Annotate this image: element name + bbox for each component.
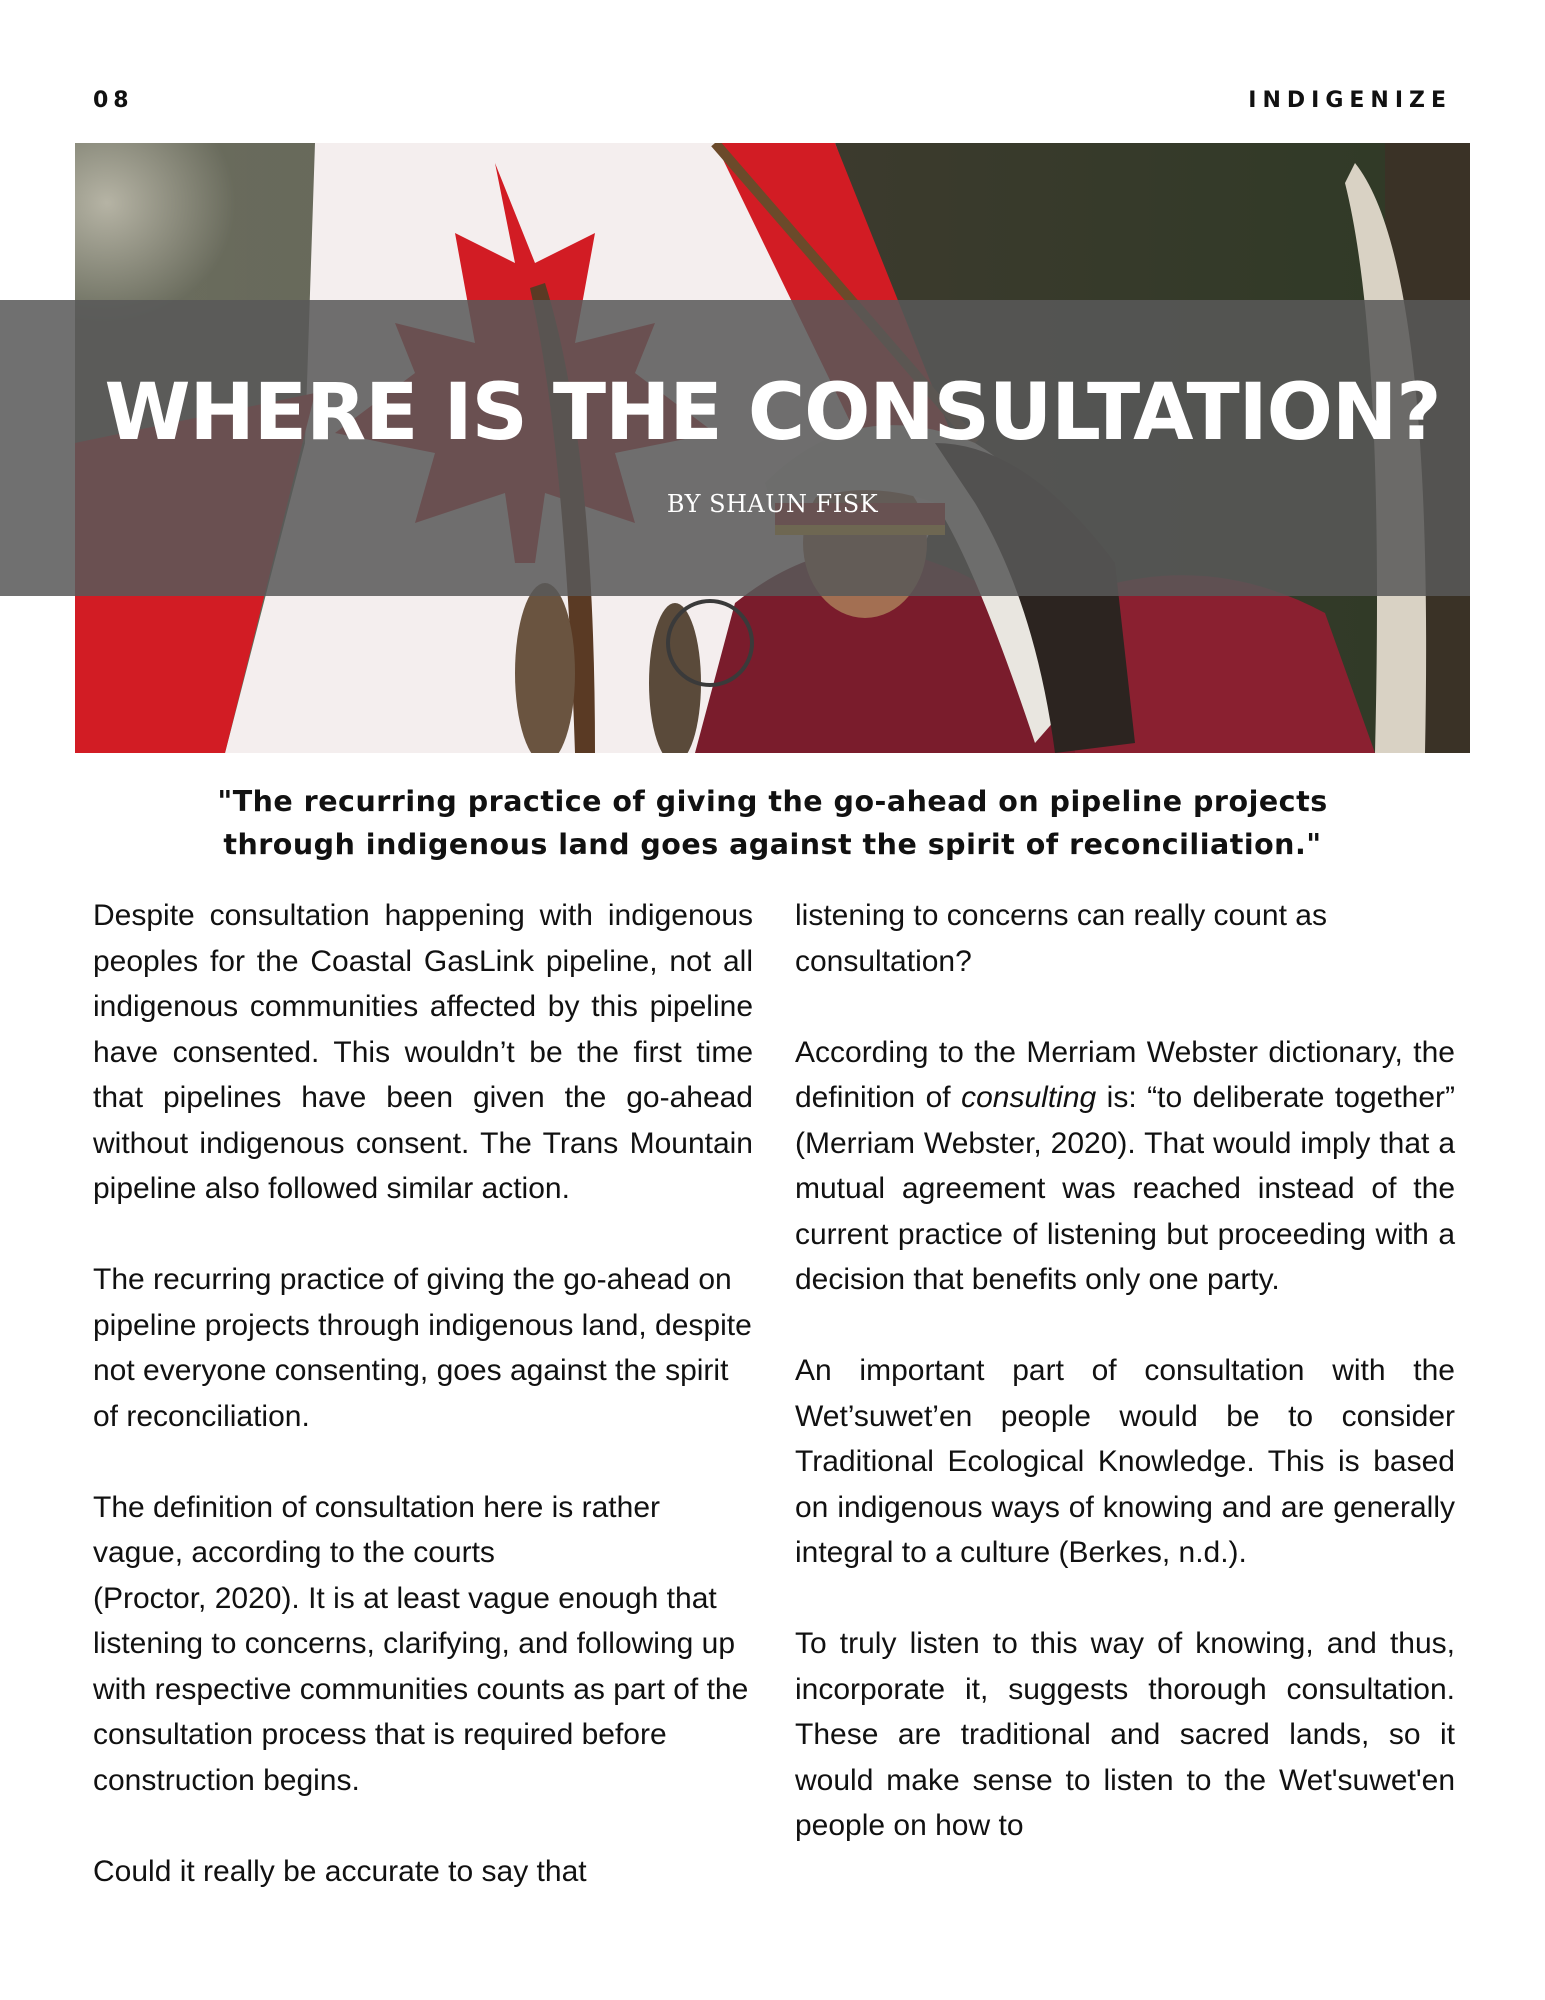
body-line: vague, according to the courts [93,1536,495,1569]
body-paragraph: listening to concerns can really count as consultation? [795,899,1327,978]
section-title: INDIGENIZE [1248,88,1452,113]
article-headline: WHERE IS THE CONSULTATION? [104,368,1441,458]
article-byline: BY SHAUN FISK [666,490,879,518]
body-line: The definition of consultation here is rather [93,1490,660,1524]
body-text: According to the Merriam Webster dictionary, the definition of [795,1035,1455,1114]
body-paragraph: To truly listen to this way of knowing, and thus, incorporate it, suggests thorough consultation. These are traditional and sacred lands, so it would make sense to listen to the Wet'suwet'en people on how to [795,1627,1455,1842]
page-number: 08 [93,88,134,113]
emphasis-term: consulting [961,1081,1097,1114]
right-column [795,893,1455,1894]
left-column [93,893,753,1940]
body-paragraph: An important part of consultation with the Wet’suwet’en people would be to consider Traditional Ecological Knowledge. This is based on indigenous ways of knowing and are generally integral to a culture (Berkes, n.d.). [795,1354,1455,1569]
body-paragraph [795,1030,1455,1303]
body-paragraph: Could it really be accurate to say that [93,1854,587,1888]
pull-quote [150,780,1395,866]
body-text: (Proctor, 2020). It is at least vague enough that listening to concerns, clarifying, and following up with respective communities counts as part of the consultation process that is required before construction begins. [93,1581,749,1797]
body-paragraph: Despite consultation happening with indigenous peoples for the Coastal GasLink pipeline, not all indigenous communities affected by this pipeline have consented. This wouldn’t be the first time that pipelines have been given the go-ahead without indigenous consent. The Trans Mountain pipeline also followed similar action. [93,899,753,1205]
pull-quote-line: "The recurring practice of giving the go-ahead on pipeline projects [217,785,1328,818]
body-paragraph [93,1485,753,1804]
body-paragraph: The recurring practice of giving the go-ahead on pipeline projects through indigenous land, despite not everyone consenting, goes against the spirit of reconciliation. [93,1263,752,1433]
body-text: is: “to deliberate together” (Merriam Webster, 2020). That would imply that a mutual agreement was reached instead of the current practice of listening but proceeding with a decision that benefits only one party. [795,1081,1455,1296]
pull-quote-line: through indigenous land goes against the spirit of reconciliation." [223,828,1322,861]
